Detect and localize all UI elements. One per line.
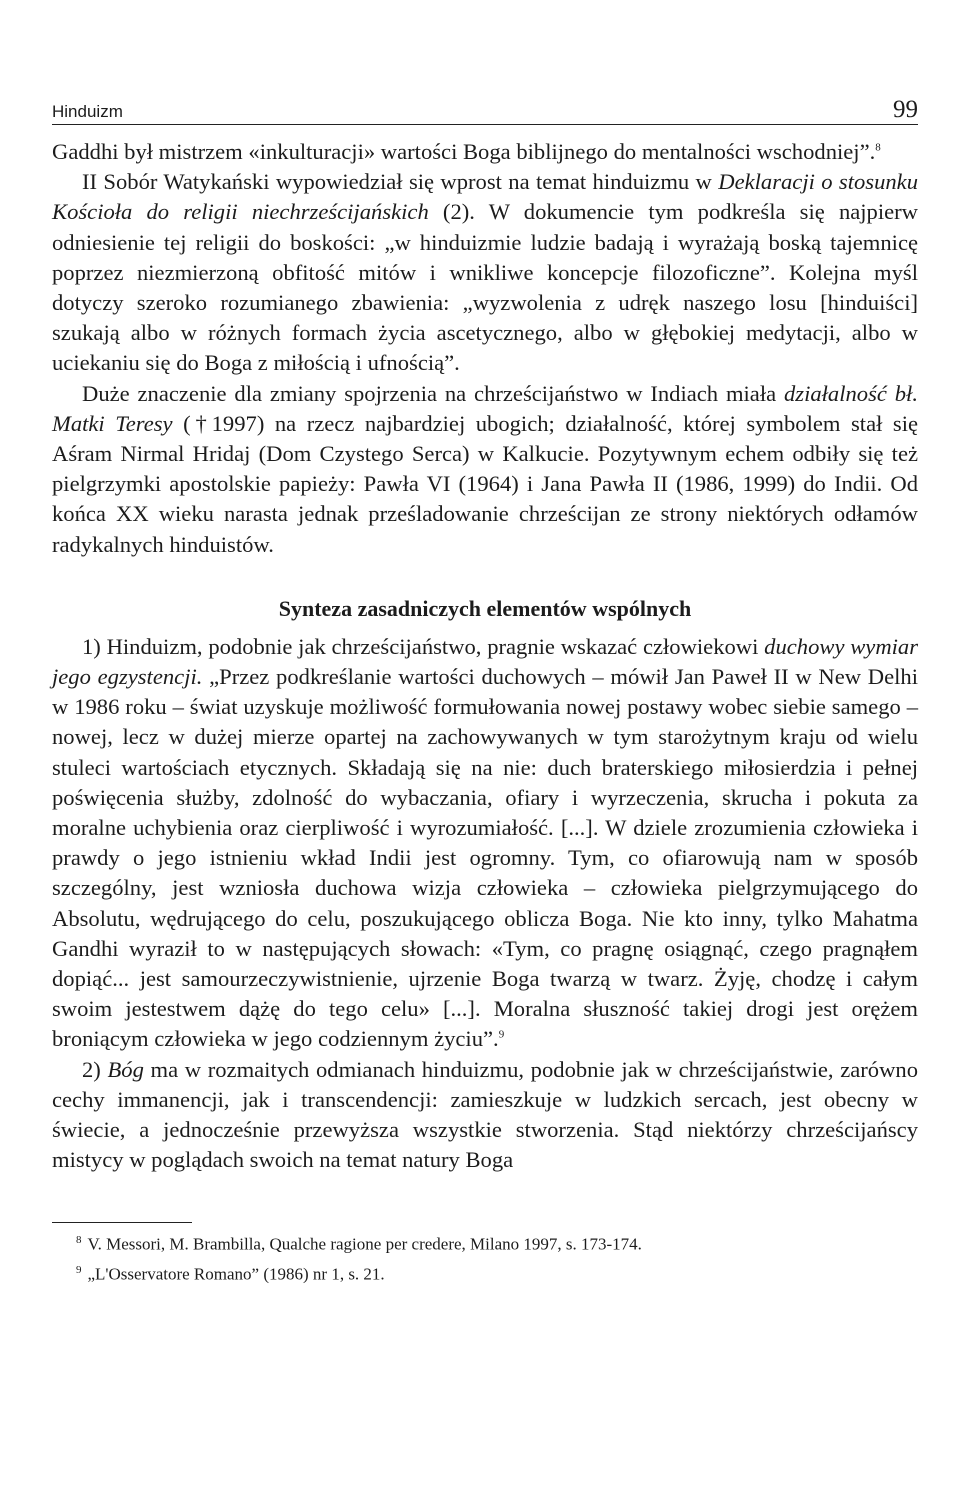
footnote-divider bbox=[52, 1222, 192, 1223]
footnote-8-number: 8 bbox=[76, 1233, 82, 1246]
paragraph-1 bbox=[52, 137, 918, 167]
book-page bbox=[52, 90, 918, 1288]
footnote-9 bbox=[52, 1257, 918, 1288]
footnote-ref-8: 8 bbox=[875, 141, 881, 154]
paragraph-2 bbox=[52, 167, 918, 378]
footnote-8-text: V. Messori, M. Brambilla, Qualche ragione per credere, Milano 1997, s. 173-174. bbox=[87, 1234, 642, 1254]
paragraph-4 bbox=[52, 632, 918, 1055]
paragraph-5-text-b: ma w rozmaitych odmianach hinduizmu, podobnie jak w chrześcijaństwie, zarówno cechy immanencji, jak i transcendencji: zamieszkuje w ludzkich sercach, jest obecny w świecie, a jednocześnie przewyższa wszystkie stworzenia. Stąd niektórzy chrześcijańscy mistycy w poglądach swoich na temat natury Boga bbox=[52, 1056, 918, 1173]
paragraph-4-text-a: 1) Hinduizm, podobnie jak chrześcijaństwo, pragnie wskazać człowiekowi bbox=[82, 633, 765, 659]
footnote-8 bbox=[52, 1227, 918, 1258]
paragraph-1-text: Gaddhi był mistrzem «inkulturacji» wartości Boga biblijnego do mentalności wschodniej”. bbox=[52, 139, 876, 164]
paragraph-5 bbox=[52, 1055, 918, 1176]
page-number: 99 bbox=[893, 96, 918, 123]
spiritual-dimension-italic: duchowy wymiar jego egzystencji. bbox=[52, 633, 918, 690]
document-title-italic: Deklaracji o stosunku Kościoła do religii niechrześcijańskich bbox=[52, 169, 918, 225]
paragraph-3-text-a: Duże znaczenie dla zmiany spojrzenia na chrześcijaństwo w Indiach miała bbox=[82, 380, 784, 406]
paragraph-5-text-a: 2) bbox=[82, 1056, 108, 1082]
paragraph-2-text-a: II Sobór Watykański wypowiedział się wprost na temat hinduizmu w bbox=[82, 169, 719, 195]
body-text bbox=[52, 137, 918, 1176]
section-heading: Synteza zasadniczych elementów wspólnych bbox=[278, 595, 692, 621]
mother-teresa-italic: działalność bł. Matki Teresy bbox=[52, 380, 918, 436]
chapter-title: Hinduizm bbox=[52, 102, 123, 121]
footnotes bbox=[52, 1227, 918, 1288]
footnote-9-number: 9 bbox=[76, 1264, 82, 1277]
footnote-ref-9: 9 bbox=[498, 1028, 505, 1041]
paragraph-3-text-b: (†1997) na rzecz najbardziej ubogich; działalność, której symbolem stał się Aśram Nirmal Hridaj (Dom Czystego Serca) w Kalkucie. Pozytywnym echem odbiły się też pielgrzymki apostolskie papieży: Pawła VI (1964) i Jana Pawła II (1986, 1999) do Indii. Od końca XX wieku narasta jednak prześladowanie chrześcijan ze strony niektórych odłamów radykalnych hinduistów. bbox=[52, 410, 918, 557]
god-italic: Bóg bbox=[107, 1056, 144, 1082]
footnote-9-text: „L'Osservatore Romano” (1986) nr 1, s. 21. bbox=[87, 1264, 385, 1284]
running-head bbox=[52, 90, 918, 125]
paragraph-2-text-b: (2). W dokumencie tym podkreśla się najpierw odniesienie tej religii do boskości: „w hinduizmie ludzie badają i wyrażają boską tajemnicę poprzez niezmierzoną obfitość mitów i wnikliwe koncepcje filozoficzne”. Kolejna myśl dotyczy szeroko rozumianego zbawienia: „wyzwolenia z udręk naszego losu [hinduiści] szukają albo w różnych formach życia ascetycznego, albo w głębokiej medytacji, albo w uciekaniu się do Boga z miłością i ufnością”. bbox=[52, 199, 918, 376]
paragraph-3 bbox=[52, 379, 918, 560]
paragraph-4-text-b: „Przez podkreślanie wartości duchowych – mówił Jan Paweł II w New Delhi w 1986 roku – świat uzyskuje możliwość formułowania nowej postawy wobec siebie samego – nowej, lecz w dużej mierze opartej na zachowywanych w tym starożytnym kraju od wielu stuleci wartościach etycznych. Składają się na nie: duch braterskiego miłosierdzia i pełnej poświęcenia służby, zdolność do wybaczania, ofiary i wyrzeczenia, skrucha i pokuta za moralne uchybienia oraz cierpliwość i wyrozumiałość. [...]. W dziele zrozumienia człowieka i prawdy o jego istnieniu wkład Indii jest ogromny. Tym, co ofiarowują nam w sposób szczególny, jest wzniosła duchowa wizja człowieka – człowieka pielgrzymującego do Absolutu, wędrującego do celu, poszukującego oblicza Boga. Nie kto inny, tylko Mahatma Gandhi wyraził to w następujących słowach: «Tym, co pragnę osiągnąć, czego pragnąłem dopiąć... jest samourzeczywistnienie, ujrzenie Boga twarzą w twarz. Żyję, chodzę i całym swoim jestestwem dążę do tego celu» [...]. Moralna słuszność takiej drogi jest orężem broniącym człowieka w jego codziennym życiu”. bbox=[52, 664, 918, 1052]
